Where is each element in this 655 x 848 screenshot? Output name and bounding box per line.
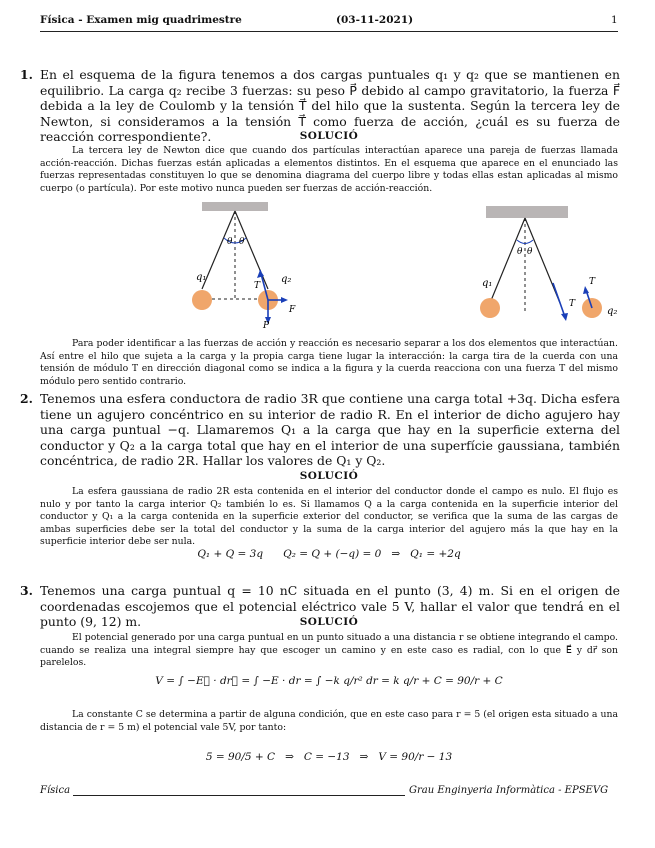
label-T: T — [569, 299, 576, 309]
label-q2: q₂ — [607, 306, 618, 317]
header-date: (03-11-2021) — [336, 14, 414, 26]
equation: V = ∫ −E⃗ · dr⃗ = ∫ −E · dr = ∫ −k q/r² dr = k q/r + C = 90/r + C — [155, 675, 503, 687]
question-number: 2. — [20, 391, 33, 406]
coulomb-arrow-head — [281, 297, 288, 303]
label-T: T — [254, 281, 261, 291]
page-number: 1 — [611, 14, 618, 26]
theta-label: θ — [527, 247, 533, 257]
question-text: Tenemos una esfera conductora de radio 3R que contiene una carga total +3q. Dicha esfera tiene un agujero concéntrico en su interior de radio R. En el interior de dicho agujero hay una carga puntual −q. Llamaremos Q₁ a la carga que hay en la superficie externa del conductor y Q₂ a la carga total que hay en el interior de una superfície gaussiana, también concéntrica, de radio 2R. Hallar los valores de Q₁ y Q₂. — [40, 391, 620, 469]
solution-paragraph: La tercera ley de Newton dice que cuando dos partículas interactúan aparece una pareja de fuerzas llamada acción-reacción. Dichas fuerzas están aplicadas a elementos distintos. En el esquema que aparece en el enunciado las fuerzas representadas constituyen lo que se denomina diagrama del cuerpo libre y todas ellas estan aplicadas al mismo cuerpo (o partícula). Por este motivo nunca pueden ser fuerzas de acción-reacción. — [40, 145, 618, 194]
charge-q1 — [480, 298, 500, 318]
label-P: P — [263, 321, 270, 331]
solution-heading: SOLUCIÓ — [299, 130, 359, 142]
figure-right — [470, 200, 630, 328]
label-q1: q₁ — [482, 278, 493, 289]
solution-heading: SOLUCIÓ — [299, 616, 359, 628]
solution-paragraph: El potencial generado por una carga puntual en un punto situado a una distancia r se obtiene integrando el campo. cuando se realiza una integral siempre hay que escoger un camino y en este caso es radial, con lo que E⃗ y dr⃗ son parelelos. — [40, 632, 618, 669]
header-rule — [40, 31, 618, 32]
ceiling-bar — [202, 202, 268, 211]
label-q1: q₁ — [196, 272, 207, 283]
ceiling-bar — [486, 206, 568, 218]
theta-label: θ — [239, 237, 245, 247]
thread-left — [202, 211, 235, 289]
figure-left — [180, 196, 310, 332]
footer-right: Grau Enginyeria Informàtica - EPSEVG — [409, 785, 609, 796]
header-title: Física - Examen mig quadrimestre — [40, 14, 242, 26]
question-text: Tenemos una carga puntual q = 10 nC situada en el punto (3, 4) m. Si en el origen de coordenadas escojemos que el potencial eléctrico vale 5 V, hallar el valor que tendrá en el punto (9, 12) m. — [40, 583, 620, 630]
tension-arrow-head — [583, 286, 589, 294]
label-F: F — [289, 305, 296, 315]
equation: Q₁ + Q = 3q Q₂ = Q + (−q) = 0 ⇒ Q₁ = +2q — [197, 548, 461, 560]
question-number: 1. — [20, 67, 33, 82]
solution-paragraph: Para poder identificar a las fuerzas de acción y reacción es necesario separar a los dos elementos que interactúan. Así entre el hilo que sujeta a la carga y la propia carga tiene lugar la interacción: la carga tira de la cuerda con una tensión de módulo T en dirección diagonal como se indica a la figura y la cuerda reacciona con una fuerza T del mismo módulo pero sentido contrario. — [40, 338, 618, 387]
question-number: 3. — [20, 583, 33, 598]
question-2 — [20, 391, 620, 469]
solution-paragraph: La constante C se determina a partir de alguna condición, que en este caso para r = 5 (el origen esta situado a una distancia de r = 5 m) el potencial vale 5V, por tanto: — [40, 709, 618, 733]
question-text: En el esquema de la figura tenemos a dos cargas puntuales q₁ y q₂ que se mantienen en equilibrio. La carga q₂ recibe 3 fuerzas: su peso P⃗ debido al campo gravitatorio, la fuerza F⃗ debida a la ley de Coulomb y la tensión T⃗ del hilo que la sustenta. Según la tercera ley de Newton, si consideramos a la tensión T⃗ como fuerza de acción, ¿cuál es su fuerza de reacción correspondiente?. — [40, 67, 620, 145]
theta-label: θ — [227, 237, 233, 247]
label-q2: q₂ — [281, 274, 292, 285]
solution-paragraph: La esfera gaussiana de radio 2R esta contenida en el interior del conductor donde el campo es nulo. El flujo es nulo y por tanto la carga interior Q₂ también lo es. Si llamamos Q a la carga contenida en la superficie interior del conductor y Q₁ a la carga contenida en la superficie exterior del conductor, se verifica que la suma de las cargas de ambas superficies debe ser la total del conductor y la suma de la carga interior del agujero más la que hay en la superficie interior debe ser nula. — [40, 486, 618, 548]
thread-left — [490, 218, 525, 303]
charge-q1 — [192, 290, 212, 310]
equation: 5 = 90/5 + C ⇒ C = −13 ⇒ V = 90/r − 13 — [205, 751, 453, 763]
footer-rule — [73, 795, 405, 796]
reaction-arrow-head — [561, 313, 568, 321]
thread-right — [235, 211, 268, 289]
theta-label: θ — [517, 247, 523, 257]
footer-left: Física — [40, 785, 71, 796]
label-T: T — [589, 277, 596, 287]
reaction-arrow — [553, 283, 565, 317]
solution-heading: SOLUCIÓ — [299, 470, 359, 482]
